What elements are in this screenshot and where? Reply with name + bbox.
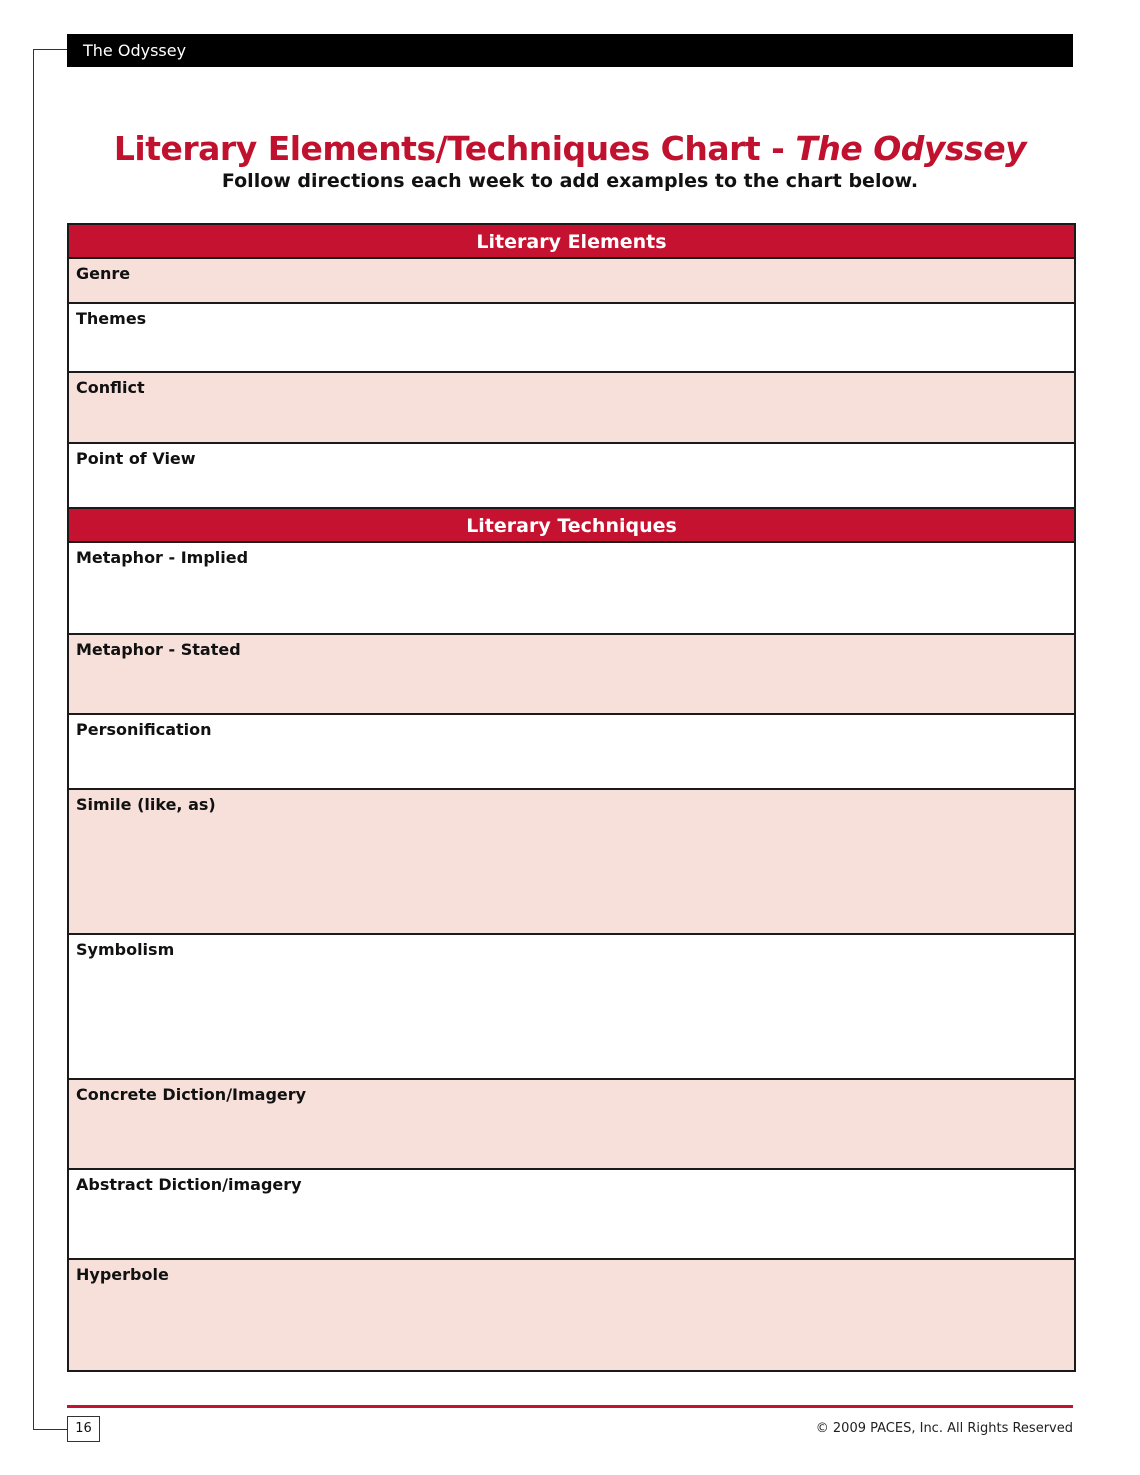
section-heading-literary-elements: Literary Elements	[69, 225, 1074, 259]
margin-line-bottom-tick	[33, 1429, 67, 1430]
chart-row-point-of-view[interactable]: Point of View	[69, 444, 1074, 509]
chart-row-abstract-diction[interactable]: Abstract Diction/imagery	[69, 1170, 1074, 1260]
chart-row-simile[interactable]: Simile (like, as)	[69, 790, 1074, 935]
copyright-notice: © 2009 PACES, Inc. All Rights Reserved	[815, 1421, 1073, 1436]
page-number: 16	[67, 1416, 100, 1442]
chart-row-themes[interactable]: Themes	[69, 304, 1074, 373]
page-title	[67, 128, 1073, 170]
chart-row-personification[interactable]: Personification	[69, 715, 1074, 790]
page-title-italic: The Odyssey	[795, 129, 1027, 168]
running-header: The Odyssey	[67, 34, 1073, 67]
chart-row-metaphor-implied[interactable]: Metaphor - Implied	[69, 543, 1074, 635]
section-heading-literary-techniques: Literary Techniques	[69, 509, 1074, 543]
chart-row-symbolism[interactable]: Symbolism	[69, 935, 1074, 1080]
chart-row-metaphor-stated[interactable]: Metaphor - Stated	[69, 635, 1074, 715]
footer-rule	[67, 1405, 1073, 1408]
page-subtitle: Follow directions each week to add examples to the chart below.	[221, 170, 919, 192]
chart-row-genre[interactable]: Genre	[69, 259, 1074, 304]
margin-line-top-tick	[33, 49, 67, 50]
page-title-main: Literary Elements/Techniques Chart -	[113, 129, 796, 168]
chart-row-hyperbole[interactable]: Hyperbole	[69, 1260, 1074, 1370]
chart-row-concrete-diction[interactable]: Concrete Diction/Imagery	[69, 1080, 1074, 1170]
margin-line	[33, 49, 34, 1429]
literary-chart	[67, 223, 1076, 1372]
chart-row-conflict[interactable]: Conflict	[69, 373, 1074, 444]
